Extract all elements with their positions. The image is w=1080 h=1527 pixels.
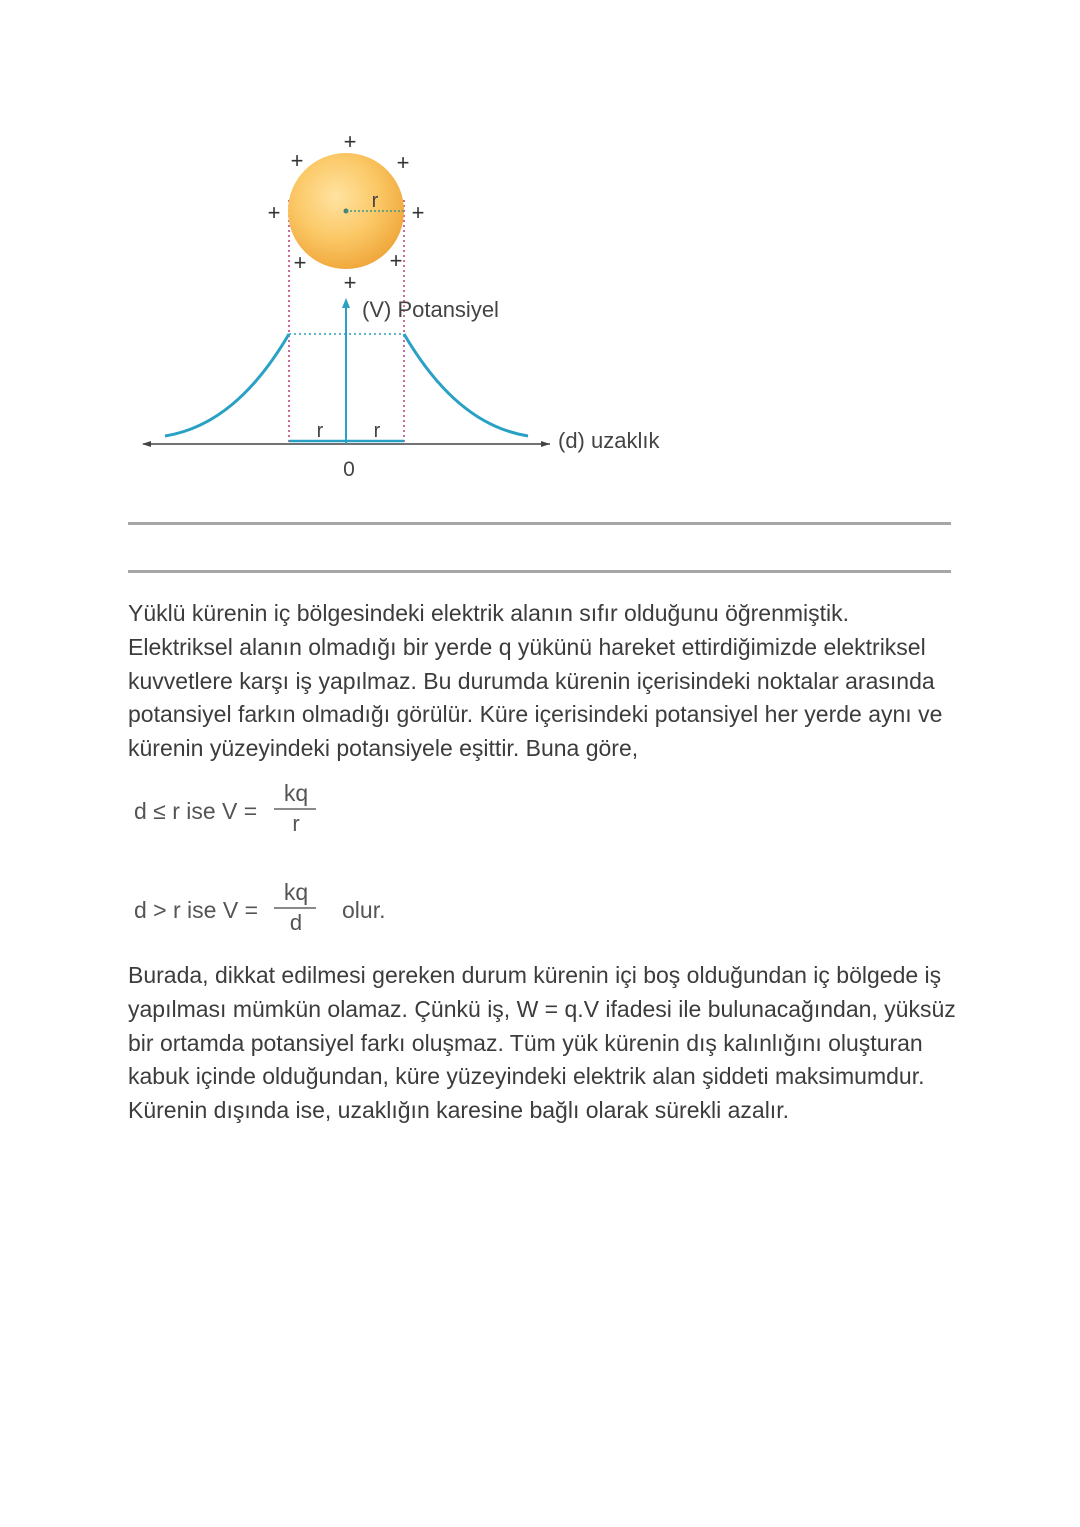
divider	[128, 570, 951, 573]
formula-inside-condition: d ≤ r ise V =	[134, 798, 258, 824]
paragraph-inner-field: Yüklü kürenin iç bölgesindeki elektrik alanın sıfır olduğunu öğrenmiştik. Elektriksel alanın olmadığı bir yerde q yükünü hareket ettirdiğimizde elektriksel kuvvetlere karşı iş yapılmaz. Bu durumda kürenin içerisindeki noktalar arasında potansiyel farkın olmadığı görülür. Küre içerisindeki potansiyel her yerde aynı ve kürenin yüzeyindeki potansiyele eşittir. Buna göre,	[128, 600, 943, 762]
formula-outside-tail: olur.	[342, 897, 386, 923]
charge-plus-sign: +	[343, 129, 357, 154]
charge-plus-sign: +	[396, 150, 410, 175]
formula-outside-denominator: d	[289, 909, 303, 935]
potential-axis-arrow	[342, 298, 350, 308]
formula-inside-denominator: r	[292, 810, 300, 836]
charge-plus-sign: +	[343, 270, 357, 295]
inner-radius-label-right: r	[373, 420, 381, 442]
potential-curve-left	[165, 334, 289, 436]
distance-axis-left-arrow	[142, 441, 151, 447]
formula-outside-condition: d > r ise V =	[134, 897, 259, 923]
formula-inside-numerator: kq	[283, 780, 309, 806]
charge-plus-sign: +	[389, 248, 403, 273]
formula-inside-fraction	[276, 778, 316, 838]
formula-outside-numerator: kq	[283, 879, 309, 905]
charge-plus-sign: +	[411, 200, 425, 225]
potential-axis-label: (V) Potansiyel	[362, 297, 499, 322]
potential-diagram	[0, 0, 1080, 500]
sphere-radius-label: r	[371, 190, 379, 212]
paragraph-hollow-sphere: Burada, dikkat edilmesi gereken durum kürenin içi boş olduğundan iç bölgede iş yapılması mümkün olamaz. Çünkü iş, W = q.V ifadesi ile bulunacağından, yüksüz bir ortamda potansiyel farkı oluşmaz. Tüm yük kürenin dış kalınlığını oluşturan kabuk içinde olduğundan, küre yüzeyindeki elektrik alan şiddeti maksimumdur. Kürenin dışında ise, uzaklığın karesine bağlı olarak sürekli azalır.	[128, 962, 956, 1124]
charge-plus-sign: +	[290, 148, 304, 173]
charge-plus-sign: +	[267, 200, 281, 225]
divider	[128, 522, 951, 525]
potential-curve-right	[404, 334, 528, 436]
formula-outside-fraction	[276, 877, 316, 937]
inner-radius-label-left: r	[316, 420, 324, 442]
distance-axis-label: (d) uzaklık	[558, 428, 660, 453]
origin-label: 0	[343, 458, 355, 481]
charge-plus-sign: +	[293, 250, 307, 275]
